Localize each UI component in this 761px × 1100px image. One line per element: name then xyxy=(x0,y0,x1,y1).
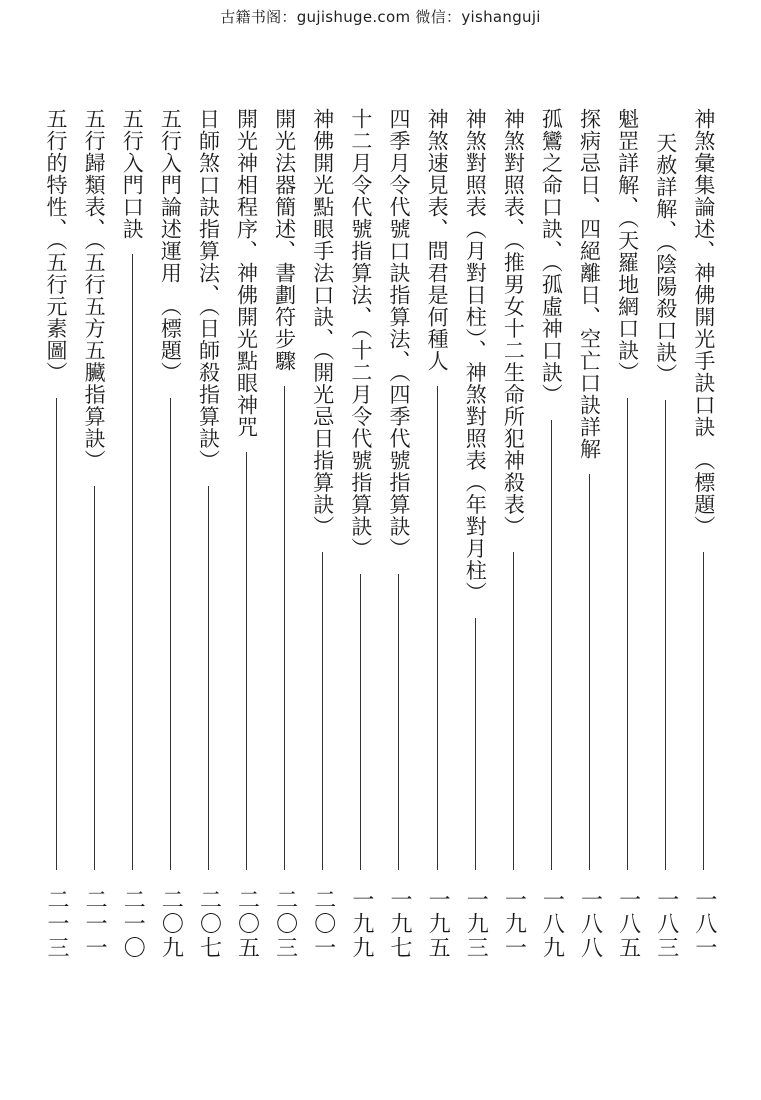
toc-entry-page-number: 二〇七 xyxy=(196,888,222,960)
site-watermark-header: 古籍书阁：gujishuge.com 微信：yishanguji xyxy=(220,8,541,26)
toc-entry-page-number: 一八八 xyxy=(577,888,603,960)
toc-entry-page-number: 一八一 xyxy=(691,888,717,960)
toc-leader-line xyxy=(513,552,514,871)
toc-leader-line xyxy=(437,386,438,870)
toc-entry-title: 魁罡詳解、（天羅地網口訣） xyxy=(615,108,640,384)
toc-entry xyxy=(78,108,110,978)
toc-entry xyxy=(192,108,224,978)
toc-entry-title: 神煞對照表（月對日柱）、神煞對照表（年對月柱） xyxy=(463,108,488,604)
toc-entry xyxy=(116,108,148,978)
toc-entry-page-number: 一九一 xyxy=(501,888,527,960)
toc-entry-title: 開光神相程序、神佛開光點眼神咒 xyxy=(234,108,259,438)
toc-entry-title: 神煞彙集論述、神佛開光手訣口訣 （標題） xyxy=(691,108,716,538)
toc-entry xyxy=(307,108,339,978)
toc-entry-title: 五行的特性、（五行元素圖） xyxy=(44,108,68,384)
toc-entry-title: 日師煞口訣指算法、（日師殺指算訣） xyxy=(196,108,221,472)
toc-entry-page-number: 二〇三 xyxy=(272,888,298,960)
toc-entry xyxy=(40,108,72,978)
toc-entry xyxy=(383,108,415,978)
toc-entry-page-number: 一八三 xyxy=(653,888,679,960)
toc-leader-line xyxy=(627,398,628,871)
toc-leader-line xyxy=(589,474,590,870)
toc-entry-title: 五行入門論述運用 （標題） xyxy=(158,108,183,384)
toc-entry xyxy=(345,108,377,978)
toc-entry-page-number: 二〇五 xyxy=(234,888,260,960)
toc-entry xyxy=(574,108,606,978)
toc-leader-line xyxy=(398,574,399,871)
toc-entry-page-number: 二〇一 xyxy=(310,888,336,960)
toc-entry xyxy=(459,108,491,978)
toc-entry-title: 十二月令代號指算法、（十二月令代號指算訣） xyxy=(348,108,373,560)
toc-entry xyxy=(612,108,644,978)
toc-leader-line xyxy=(551,420,552,871)
toc-leader-line xyxy=(56,398,57,871)
toc-entry-page-number: 一九五 xyxy=(425,888,451,960)
toc-entry xyxy=(269,108,301,978)
toc-leader-line xyxy=(475,618,476,871)
toc-entry-page-number: 二〇九 xyxy=(158,888,184,960)
table-of-contents xyxy=(40,108,720,978)
toc-entry-page-number: 一九九 xyxy=(348,888,374,960)
toc-entry-title: 神煞速見表、問君是何種人 xyxy=(425,108,450,372)
toc-entry xyxy=(154,108,186,978)
toc-entry-title: 神佛開光點眼手法口訣、（開光忌日指算訣） xyxy=(310,108,335,538)
toc-entry-page-number: 二一〇 xyxy=(120,888,146,960)
toc-entry xyxy=(535,108,567,978)
toc-leader-line xyxy=(665,400,666,871)
toc-leader-line xyxy=(94,486,95,871)
toc-leader-line xyxy=(284,386,285,870)
toc-entry-page-number: 一九三 xyxy=(463,888,489,960)
toc-leader-line xyxy=(360,574,361,871)
toc-entry-title: 探病忌日、四絕離日、空亡口訣詳解 xyxy=(577,108,602,460)
toc-leader-line xyxy=(170,398,171,871)
toc-entry xyxy=(688,108,720,978)
toc-entry-page-number: 二一三 xyxy=(44,888,69,960)
toc-leader-line xyxy=(208,486,209,871)
toc-leader-line xyxy=(246,452,247,870)
toc-entry xyxy=(497,108,529,978)
toc-entry xyxy=(231,108,263,978)
toc-leader-line xyxy=(132,254,133,870)
toc-entry-title: 五行歸類表、（五行五方五臟指算訣） xyxy=(82,108,107,472)
toc-entry-page-number: 二一一 xyxy=(82,888,108,960)
toc-entry-page-number: 一八五 xyxy=(615,888,641,960)
toc-entry-title: 五行入門口訣 xyxy=(120,108,145,240)
toc-entry-title: 神煞對照表、（推男女十二生命所犯神殺表） xyxy=(501,108,526,538)
toc-leader-line xyxy=(322,552,323,871)
toc-leader-line xyxy=(703,552,704,871)
toc-entry-title: 天赦詳解、（陰陽殺口訣） xyxy=(653,132,678,386)
toc-entry-page-number: 一九七 xyxy=(386,888,412,960)
toc-entry-title: 四季月令代號口訣指算法、（四季代號指算訣） xyxy=(386,108,411,560)
toc-entry-page-number: 一八九 xyxy=(539,888,565,960)
toc-entry-title: 孤鸞之命口訣、（孤虛神口訣） xyxy=(539,108,564,406)
toc-entry xyxy=(650,108,682,978)
toc-entry xyxy=(421,108,453,978)
toc-entry-title: 開光法器簡述、書劃符步驟 xyxy=(272,108,297,372)
